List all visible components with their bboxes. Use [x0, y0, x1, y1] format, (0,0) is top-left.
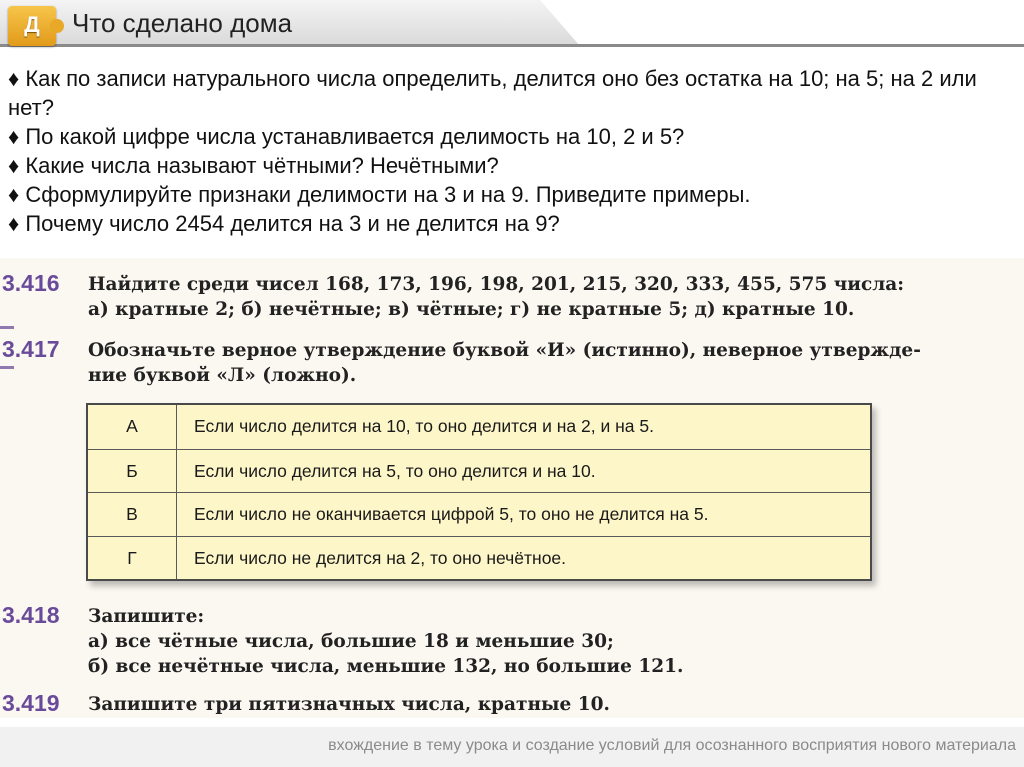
exercise-line: ние буквой «Л» (ложно). [88, 365, 357, 386]
slide-header [0, 0, 1024, 62]
footer-caption: вхождение в тему урока и создание условий для осознанного восприятия нового материала [328, 737, 1016, 754]
exercise-line: а) все чётные числа, большие 18 и меньшие 30; [88, 631, 614, 652]
row-letter: В [88, 493, 177, 536]
row-letter: А [88, 405, 177, 449]
margin-mark [0, 366, 14, 369]
exercise-text [88, 692, 1008, 717]
row-statement: Если число не делится на 2, то оно нечётное. [194, 547, 567, 568]
exercise-line: Запишите три пятизначных числа, кратные 10. [88, 694, 610, 715]
exercise-text [88, 338, 1008, 388]
row-letter: Г [88, 537, 177, 580]
slide-footer [0, 727, 1024, 767]
exercise-number: 3.416 [2, 270, 60, 296]
exercise-line: б) все нечётные числа, меньшие 132, но большие 121. [88, 656, 684, 677]
question-3: ♦ Какие числа называют чётными? Нечётными? [8, 153, 499, 178]
row-statement: Если число делится на 10, то оно делится и на 2, и на 5. [194, 416, 654, 436]
question-4: ♦ Сформулируйте признаки делимости на 3 и на 9. Приведите примеры. [8, 182, 751, 207]
page-title: Что сделано дома [72, 8, 293, 38]
textbook-excerpt [0, 258, 1024, 718]
exercise-line: Найдите среди чисел 168, 173, 196, 198, 201, 215, 320, 333, 455, 575 числа: [88, 274, 905, 295]
exercise-line: Запишите: [88, 606, 205, 627]
exercise-line: Обозначьте верное утверждение буквой «И» (истинно), неверное утвержде- [88, 340, 921, 361]
margin-mark [0, 326, 14, 329]
row-statement: Если число не оканчивается цифрой 5, то оно не делится на 5. [194, 504, 709, 524]
exercise-line: а) кратные 2; б) нечётные; в) чётные; г) не кратные 5; д) кратные 10. [88, 299, 855, 320]
table-row [88, 449, 870, 493]
badge-letter: Д [24, 12, 40, 37]
exercise-number: 3.417 [2, 336, 60, 362]
exercise-number: 3.418 [2, 602, 60, 628]
question-2: ♦ По какой цифре числа устанавливается делимость на 10, 2 и 5? [8, 124, 685, 149]
table-row [88, 492, 870, 536]
review-questions [8, 64, 1014, 238]
question-1: ♦ Как по записи натурального числа определить, делится оно без остатка на 10; на 5; на 2 или нет? [8, 66, 977, 120]
statements-table [86, 403, 872, 581]
question-5: ♦ Почему число 2454 делится на 3 и не делится на 9? [8, 211, 560, 236]
row-statement: Если число делится на 5, то оно делится и на 10. [194, 460, 596, 481]
exercise-text [88, 604, 1008, 679]
table-row [88, 536, 870, 580]
exercise-number: 3.419 [2, 690, 60, 716]
table-row [88, 405, 870, 449]
row-letter: Б [88, 450, 177, 493]
exercise-text [88, 272, 1008, 322]
header-divider [0, 44, 1024, 47]
